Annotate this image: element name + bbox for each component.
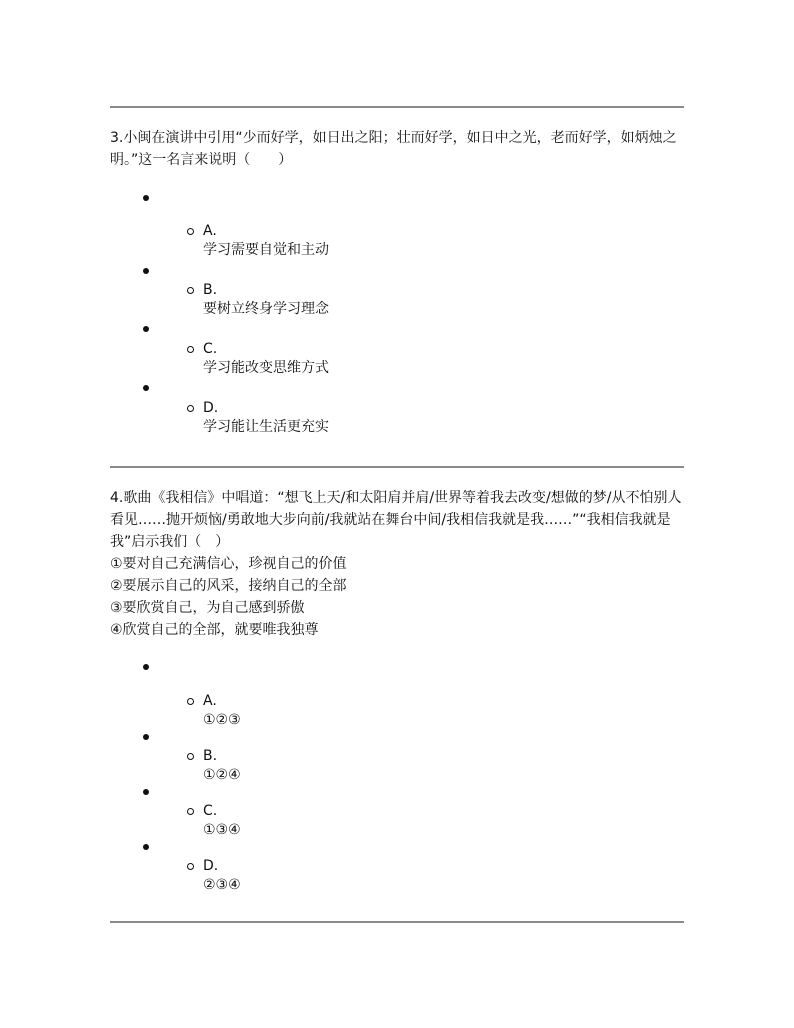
option-letter: A. (203, 693, 217, 709)
circle-icon (187, 698, 194, 705)
divider-middle (110, 466, 684, 468)
statement-3: ③要欣赏自己，为自己感到骄傲 (110, 600, 305, 616)
divider-top (110, 106, 684, 108)
option-text: ①②④ (203, 767, 241, 783)
bullet-icon (143, 789, 149, 795)
option-letter: B. (203, 282, 218, 298)
circle-icon (187, 753, 194, 760)
bullet-icon (143, 195, 149, 201)
bullet-icon (143, 385, 149, 391)
statement-1: ①要对自己充满信心，珍视自己的价值 (110, 556, 347, 572)
option-text: 学习能改变思维方式 (203, 360, 329, 376)
divider-bottom (110, 921, 684, 923)
statement-4: ④欣赏自己的全部，就要唯我独尊 (110, 622, 319, 638)
circle-icon (187, 287, 194, 294)
option-letter: A. (203, 223, 217, 239)
option-text: 学习能让生活更充实 (203, 419, 329, 435)
bullet-icon (143, 326, 149, 332)
circle-icon (187, 346, 194, 353)
circle-icon (187, 808, 194, 815)
statement-2: ②要展示自己的风采，接纳自己的全部 (110, 578, 347, 594)
question-4 (110, 487, 684, 641)
question-4-stem: 4.歌曲《我相信》中唱道：“想飞上天/和太阳肩并肩/世界等着我去改变/想做的梦/从不怕别人看见……抛开烦恼/勇敢地大步向前/我就站在舞台中间/我相信我就是我……”“我相信我就是我”启示我们（ ） (110, 490, 682, 550)
question-3-stem: 3.小闽在演讲中引用“少而好学，如日出之阳；壮而好学，如日中之光，老而好学，如炳烛之明。”这一名言来说明（ ） (110, 130, 677, 168)
option-text: 要树立终身学习理念 (203, 301, 329, 317)
bullet-icon (143, 844, 149, 850)
option-text: ②③④ (203, 877, 241, 893)
bullet-icon (143, 734, 149, 740)
option-text: 学习需要自觉和主动 (203, 242, 329, 258)
circle-icon (187, 405, 194, 412)
option-letter: B. (203, 748, 218, 764)
circle-icon (187, 228, 194, 235)
option-text: ①②③ (203, 712, 241, 728)
option-letter: D. (203, 858, 219, 874)
bullet-icon (143, 664, 149, 670)
option-text: ①③④ (203, 822, 241, 838)
option-letter: C. (203, 341, 218, 357)
circle-icon (187, 863, 194, 870)
option-letter: D. (203, 400, 219, 416)
bullet-icon (143, 268, 149, 274)
option-letter: C. (203, 803, 218, 819)
